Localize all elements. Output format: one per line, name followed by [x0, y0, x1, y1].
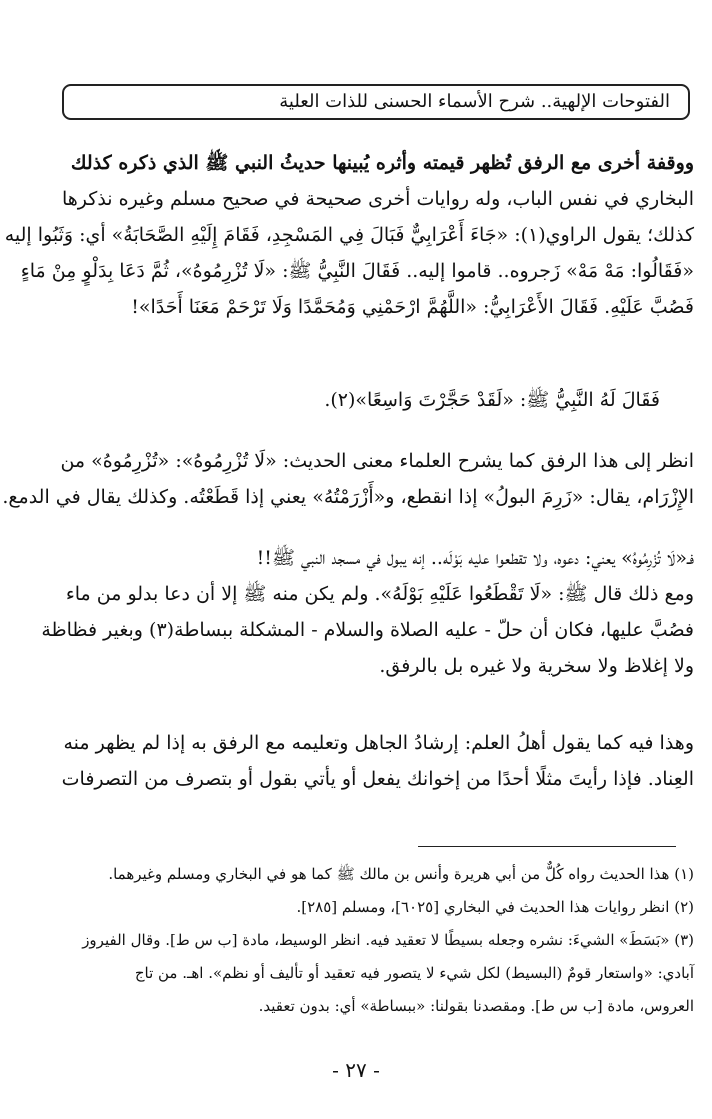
paragraph-4-line-4: ولا إغلاظ ولا سخرية ولا غيره بل بالرفق.: [379, 655, 694, 677]
footnote-3-line-2: آبادي: «واستعار قومٌ (البسيط) لكل شيء لا يتصور فيه تعقيد أو تأليف أو نظم». اهـ. من تاج: [134, 964, 694, 982]
page-number: - ٢٧ -: [332, 1058, 380, 1082]
book-title: الفتوحات الإلهية.. شرح الأسماء الحسنى للذات العلية: [279, 91, 670, 112]
paragraph-1-line-2: البخاري في نفس الباب، وله روايات أخرى صحيحة في صحيح مسلم وغيره نذكرها: [62, 188, 694, 210]
paragraph-3: [2, 443, 694, 515]
paragraph-1-line-3: كذلك؛ يقول الراوي(١): «جَاءَ أَعْرَابِيٌّ فَبَالَ فِي المَسْجِدِ، فَقَامَ إِلَيْهِ الصَّحَابَةُ» أي: وَثَبُوا إليه: [4, 224, 694, 246]
footnote-separator: [418, 846, 676, 847]
paragraph-5-line-1: وهذا فيه كما يقول أهلُ العلم: إرشادُ الجاهل وتعليمه مع الرفق به إذا لم يظهر منه: [63, 732, 694, 754]
footnote-3-line-3: العروس، مادة [ب س ط]. ومقصدنا بقولنا: «ببساطة» أي: بدون تعقيد.: [258, 997, 694, 1015]
running-header: [62, 84, 690, 120]
footnote-1: (١) هذا الحديث رواه كُلٌّ من أبي هريرة وأنس بن مالك ﷺ كما هو في البخاري ومسلم وغيرهما.: [108, 865, 694, 883]
paragraph-4-line-3: فصُبَّ عليها، فكان أن حلّ - عليه الصلاة والسلام - المشكلة ببساطة(٣) وبغير فظاظة: [41, 619, 694, 641]
paragraph-4-line-1: فـ«لَا تُزْرِمُوهُ» يعني: دعوه، ولا تقطعوا عليه بَوْلَه.. إنه يبول في مسجد النبي ﷺ!!: [256, 547, 694, 569]
paragraph-1-line-1: ووقفة أخرى مع الرفق تُظهر قيمته وأثره يُبينها حديثُ النبي ﷺ الذي ذكره كذلك: [70, 152, 694, 174]
paragraph-1-line-5: فَصُبَّ عَلَيْهِ. فَقَالَ الأَعْرَابِيُّ: «اللَّهُمَّ ارْحَمْنِي وَمُحَمَّدًا وَلَا تَرْحَمْ مَعَنَا أَحَدًا»!: [131, 296, 694, 318]
paragraph-3-line-1: انظر إلى هذا الرفق كما يشرح العلماء معنى الحديث: «لَا تُزْرِمُوهُ»: «تُزْرِمُوهُ» من: [60, 450, 694, 472]
paragraph-1-line-4: «فَقَالُوا: مَهْ مَهْ» زَجروه.. قاموا إليه.. فَقَالَ النَّبِيُّ ﷺ: «لَا تُزْرِمُوهُ»، ثُمَّ دَعَا بِدَلْوٍ مِنْ مَاءٍ: [20, 260, 694, 282]
paragraph-4-line-2: ومع ذلك قال ﷺ: «لَا تَقْطَعُوا عَلَيْهِ بَوْلَهُ». ولم يكن منه ﷺ إلا أن دعا بدلو من ماء: [65, 583, 694, 605]
paragraph-1: [4, 145, 694, 325]
paragraph-4: [41, 540, 694, 684]
footnotes: [60, 858, 694, 1023]
paragraph-5-line-2: العِناد. فإذا رأيتَ مثلًا أحدًا من إخوانك يفعل أو يأتي بقول أو بتصرف من التصرفات: [61, 768, 694, 790]
paragraph-2: [60, 382, 660, 418]
footnote-3-line-1: (٣) «بَسَطَ» الشيءَ: نشره وجعله بسيطًا لا تعقيد فيه. انظر الوسيط، مادة [ب س ط]. وقال الفيروز: [82, 931, 694, 949]
footnote-2: (٢) انظر روايات هذا الحديث في البخاري [٦٠٢٥]، ومسلم [٢٨٥].: [296, 898, 694, 916]
paragraph-3-line-2: الإِزْرَام، يقال: «زَرِمَ البولُ» إذا انقطع، و«أَزْرَمْتُهُ» يعني إذا قَطَعْتُه. وكذلك يقال في الدمع.: [2, 486, 694, 508]
paragraph-2-line-1: فَقَالَ لَهُ النَّبِيُّ ﷺ: «لَقَدْ حَجَّرْتَ وَاسِعًا»(٢).: [324, 389, 660, 411]
paragraph-5: [60, 725, 694, 797]
